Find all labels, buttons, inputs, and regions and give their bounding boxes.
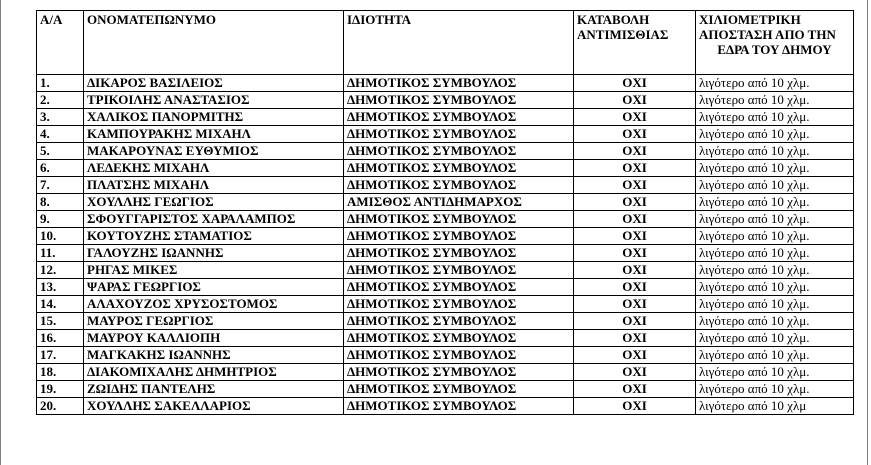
- member-role: ΔΗΜΟΤΙΚΟΣ ΣΥΜΒΟΥΛΟΣ: [344, 279, 574, 296]
- row-number: 16.: [37, 330, 84, 347]
- distance-from-seat: λιγότερο από 10 χλμ.: [696, 177, 854, 194]
- table-row: [37, 279, 854, 296]
- member-name: ΧΟΥΛΛΗΣ ΣΑΚΕΛΛΑΡΙΟΣ: [84, 398, 344, 415]
- payment-status: ΟΧΙ: [574, 296, 696, 313]
- member-role: ΔΗΜΟΤΙΚΟΣ ΣΥΜΒΟΥΛΟΣ: [344, 126, 574, 143]
- table-row: [37, 109, 854, 126]
- payment-status: ΟΧΙ: [574, 398, 696, 415]
- payment-status: ΟΧΙ: [574, 381, 696, 398]
- row-number: 14.: [37, 296, 84, 313]
- councillors-table: [36, 10, 854, 415]
- member-name: ΤΡΙΚΟΙΛΗΣ ΑΝΑΣΤΑΣΙΟΣ: [84, 92, 344, 109]
- distance-from-seat: λιγότερο από 10 χλμ.: [696, 364, 854, 381]
- row-number: 11.: [37, 245, 84, 262]
- table-row: [37, 313, 854, 330]
- row-number: 4.: [37, 126, 84, 143]
- distance-from-seat: λιγότερο από 10 χλμ.: [696, 296, 854, 313]
- member-name: ΓΑΛΟΥΖΗΣ ΙΩΑΝΝΗΣ: [84, 245, 344, 262]
- table-row: [37, 92, 854, 109]
- payment-status: ΟΧΙ: [574, 126, 696, 143]
- member-role: ΔΗΜΟΤΙΚΟΣ ΣΥΜΒΟΥΛΟΣ: [344, 160, 574, 177]
- member-name: ΜΑΚΑΡΟΥΝΑΣ ΕΥΘΥΜΙΟΣ: [84, 143, 344, 160]
- distance-from-seat: λιγότερο από 10 χλμ.: [696, 347, 854, 364]
- member-name: ΜΑΓΚΑΚΗΣ ΙΩΑΝΝΗΣ: [84, 347, 344, 364]
- member-role: ΔΗΜΟΤΙΚΟΣ ΣΥΜΒΟΥΛΟΣ: [344, 313, 574, 330]
- table-row: [37, 347, 854, 364]
- distance-from-seat: λιγότερο από 10 χλμ.: [696, 313, 854, 330]
- payment-status: ΟΧΙ: [574, 160, 696, 177]
- table-row: [37, 143, 854, 160]
- member-role: ΔΗΜΟΤΙΚΟΣ ΣΥΜΒΟΥΛΟΣ: [344, 381, 574, 398]
- member-name: ΑΛΑΧΟΥΖΟΣ ΧΡΥΣΟΣΤΟΜΟΣ: [84, 296, 344, 313]
- row-number: 19.: [37, 381, 84, 398]
- row-number: 17.: [37, 347, 84, 364]
- payment-status: ΟΧΙ: [574, 364, 696, 381]
- distance-from-seat: λιγότερο από 10 χλμ.: [696, 143, 854, 160]
- member-role: ΔΗΜΟΤΙΚΟΣ ΣΥΜΒΟΥΛΟΣ: [344, 347, 574, 364]
- table-row: [37, 364, 854, 381]
- member-role: ΑΜΙΣΘΟΣ ΑΝΤΙΔΗΜΑΡΧΟΣ: [344, 194, 574, 211]
- table-row: [37, 245, 854, 262]
- row-number: 20.: [37, 398, 84, 415]
- member-role: ΔΗΜΟΤΙΚΟΣ ΣΥΜΒΟΥΛΟΣ: [344, 75, 574, 92]
- payment-status: ΟΧΙ: [574, 279, 696, 296]
- row-number: 1.: [37, 75, 84, 92]
- distance-from-seat: λιγότερο από 10 χλμ.: [696, 381, 854, 398]
- payment-status: ΟΧΙ: [574, 228, 696, 245]
- member-name: ΡΗΓΑΣ ΜΙΚΕΣ: [84, 262, 344, 279]
- table-body: [37, 75, 854, 415]
- payment-status: ΟΧΙ: [574, 245, 696, 262]
- table-row: [37, 262, 854, 279]
- distance-from-seat: λιγότερο από 10 χλμ.: [696, 160, 854, 177]
- member-role: ΔΗΜΟΤΙΚΟΣ ΣΥΜΒΟΥΛΟΣ: [344, 296, 574, 313]
- row-number: 2.: [37, 92, 84, 109]
- member-role: ΔΗΜΟΤΙΚΟΣ ΣΥΜΒΟΥΛΟΣ: [344, 262, 574, 279]
- table-row: [37, 228, 854, 245]
- member-role: ΔΗΜΟΤΙΚΟΣ ΣΥΜΒΟΥΛΟΣ: [344, 92, 574, 109]
- payment-status: ΟΧΙ: [574, 143, 696, 160]
- member-name: ΚΑΜΠΟΥΡΑΚΗΣ ΜΙΧΑΗΛ: [84, 126, 344, 143]
- table-row: [37, 211, 854, 228]
- distance-from-seat: λιγότερο από 10 χλμ.: [696, 262, 854, 279]
- row-number: 18.: [37, 364, 84, 381]
- member-name: ΧΑΛΙΚΟΣ ΠΑΝΟΡΜΙΤΗΣ: [84, 109, 344, 126]
- member-name: ΜΑΥΡΟΣ ΓΕΩΡΓΙΟΣ: [84, 313, 344, 330]
- distance-from-seat: λιγότερο από 10 χλμ.: [696, 126, 854, 143]
- distance-from-seat: λιγότερο από 10 χλμ.: [696, 228, 854, 245]
- table-row: [37, 296, 854, 313]
- table-header-row: [37, 11, 854, 75]
- member-name: ΛΕΔΕΚΗΣ ΜΙΧΑΗΛ: [84, 160, 344, 177]
- header-name: ΟΝΟΜΑΤΕΠΩΝΥΜΟ: [84, 11, 344, 75]
- table-row: [37, 160, 854, 177]
- member-name: ΣΦΟΥΓΓΑΡΙΣΤΟΣ ΧΑΡΑΛΑΜΠΟΣ: [84, 211, 344, 228]
- header-num: Α/Α: [37, 11, 84, 75]
- member-name: ΔΙΚΑΡΟΣ ΒΑΣΙΛΕΙΟΣ: [84, 75, 344, 92]
- member-name: ΔΙΑΚΟΜΙΧΑΛΗΣ ΔΗΜΗΤΡΙΟΣ: [84, 364, 344, 381]
- row-number: 8.: [37, 194, 84, 211]
- member-role: ΔΗΜΟΤΙΚΟΣ ΣΥΜΒΟΥΛΟΣ: [344, 364, 574, 381]
- member-role: ΔΗΜΟΤΙΚΟΣ ΣΥΜΒΟΥΛΟΣ: [344, 398, 574, 415]
- row-number: 7.: [37, 177, 84, 194]
- table-row: [37, 126, 854, 143]
- member-role: ΔΗΜΟΤΙΚΟΣ ΣΥΜΒΟΥΛΟΣ: [344, 109, 574, 126]
- member-role: ΔΗΜΟΤΙΚΟΣ ΣΥΜΒΟΥΛΟΣ: [344, 177, 574, 194]
- member-role: ΔΗΜΟΤΙΚΟΣ ΣΥΜΒΟΥΛΟΣ: [344, 245, 574, 262]
- distance-from-seat: λιγότερο από 10 χλμ.: [696, 245, 854, 262]
- payment-status: ΟΧΙ: [574, 330, 696, 347]
- row-number: 6.: [37, 160, 84, 177]
- table-row: [37, 381, 854, 398]
- member-name: ΚΟΥΤΟΥΖΗΣ ΣΤΑΜΑΤΙΟΣ: [84, 228, 344, 245]
- table-row: [37, 330, 854, 347]
- row-number: 9.: [37, 211, 84, 228]
- row-number: 10.: [37, 228, 84, 245]
- distance-from-seat: λιγότερο από 10 χλμ.: [696, 109, 854, 126]
- row-number: 12.: [37, 262, 84, 279]
- payment-status: ΟΧΙ: [574, 262, 696, 279]
- table-row: [37, 177, 854, 194]
- payment-status: ΟΧΙ: [574, 347, 696, 364]
- member-name: ΨΑΡΑΣ ΓΕΩΡΓΙΟΣ: [84, 279, 344, 296]
- payment-status: ΟΧΙ: [574, 194, 696, 211]
- header-distance: ΧΙΛΙΟΜΕΤΡΙΚΗ ΑΠΟΣΤΑΣΗ ΑΠΟ ΤΗΝ ΕΔΡΑ ΤΟΥ ΔΗΜΟΥ: [696, 11, 854, 75]
- member-name: ΠΛΑΤΣΗΣ ΜΙΧΑΗΛ: [84, 177, 344, 194]
- member-role: ΔΗΜΟΤΙΚΟΣ ΣΥΜΒΟΥΛΟΣ: [344, 211, 574, 228]
- distance-from-seat: λιγότερο από 10 χλμ.: [696, 279, 854, 296]
- payment-status: ΟΧΙ: [574, 92, 696, 109]
- member-name: ΜΑΥΡΟΥ ΚΑΛΛΙΟΠΗ: [84, 330, 344, 347]
- payment-status: ΟΧΙ: [574, 75, 696, 92]
- payment-status: ΟΧΙ: [574, 177, 696, 194]
- member-name: ΖΩΙΔΗΣ ΠΑΝΤΕΛΗΣ: [84, 381, 344, 398]
- row-number: 5.: [37, 143, 84, 160]
- table-row: [37, 75, 854, 92]
- distance-from-seat: λιγότερο από 10 χλμ.: [696, 75, 854, 92]
- member-role: ΔΗΜΟΤΙΚΟΣ ΣΥΜΒΟΥΛΟΣ: [344, 143, 574, 160]
- header-role: ΙΔΙΟΤΗΤΑ: [344, 11, 574, 75]
- row-number: 13.: [37, 279, 84, 296]
- member-name: ΧΟΥΛΛΗΣ ΓΕΩΓΙΟΣ: [84, 194, 344, 211]
- distance-from-seat: λιγότερο από 10 χλμ.: [696, 211, 854, 228]
- distance-from-seat: λιγότερο από 10 χλμ: [696, 398, 854, 415]
- table-row: [37, 194, 854, 211]
- distance-from-seat: λιγότερο από 10 χλμ.: [696, 194, 854, 211]
- payment-status: ΟΧΙ: [574, 313, 696, 330]
- payment-status: ΟΧΙ: [574, 211, 696, 228]
- distance-from-seat: λιγότερο από 10 χλμ.: [696, 330, 854, 347]
- header-payment: ΚΑΤΑΒΟΛΗ ΑΝΤΙΜΙΣΘΙΑΣ: [574, 11, 696, 75]
- distance-from-seat: λιγότερο από 10 χλμ.: [696, 92, 854, 109]
- member-role: ΔΗΜΟΤΙΚΟΣ ΣΥΜΒΟΥΛΟΣ: [344, 228, 574, 245]
- table-row: [37, 398, 854, 415]
- member-role: ΔΗΜΟΤΙΚΟΣ ΣΥΜΒΟΥΛΟΣ: [344, 330, 574, 347]
- payment-status: ΟΧΙ: [574, 109, 696, 126]
- row-number: 3.: [37, 109, 84, 126]
- row-number: 15.: [37, 313, 84, 330]
